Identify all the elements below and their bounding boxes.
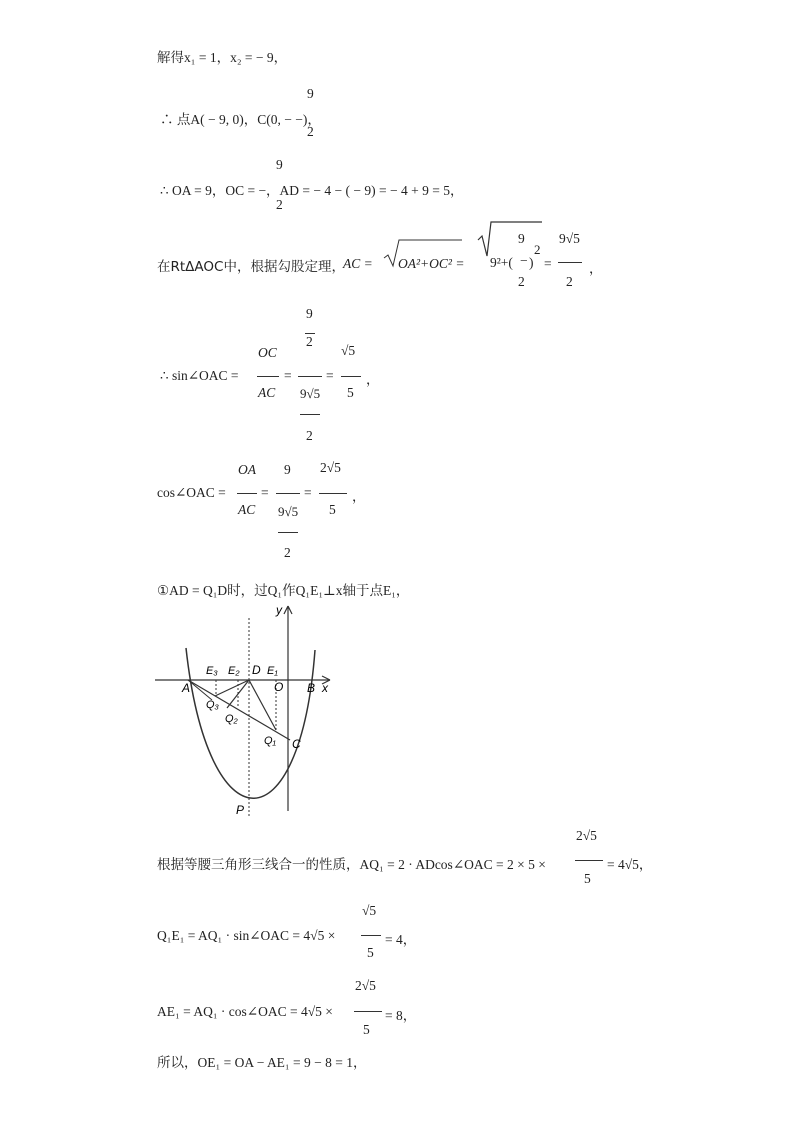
solution-line-1: 解得x₁ = 1，x₂ = − 9， [157,50,288,65]
cos-complex-top: 9 [284,462,291,477]
aq1-frac-denominator: 5 [584,871,591,886]
inner-nine-numerator: 9 [518,231,525,246]
label-p: P [236,803,245,817]
pythagoras-intro: 在RtΔAOC中，根据勾股定理， [157,259,345,275]
ae1-frac-denominator: 5 [363,1022,370,1037]
sin-left: ∴ sin∠OAC = [160,368,239,383]
cos-frac-bar-2 [276,493,300,494]
c-coordinate-denominator: 2 [307,124,314,139]
label-q2: Q₂ [225,713,238,725]
label-d: D [252,663,261,677]
inner-expression: 9²+( [490,255,513,270]
label-y: y [276,603,282,617]
cos-result-denominator: 5 [329,502,336,517]
ac-result-numerator: 9√5 [559,231,580,246]
points-a-c-line: ∴ 点A( − 9, 0)，C(0, − −)， [160,112,321,127]
cos-inner-bar-bottom [278,532,298,533]
ac-result-fraction-bar [558,262,582,263]
q1e1-line-end: = 4， [385,932,417,947]
q1e1-frac-denominator: 5 [367,945,374,960]
segment-dq3 [215,680,249,696]
oc-numerator: 9 [276,157,283,172]
radicand-oa-oc: OA²+OC² = [398,256,465,271]
sin-frac-bar-1 [257,376,279,377]
ae1-frac-numerator: 2√5 [355,978,376,993]
sin-frac-bar-2 [298,376,322,377]
sin-oc-numerator: OC [258,345,277,360]
sin-result-numerator: √5 [341,343,356,358]
sin-eq-2: = [326,368,334,383]
sin-end: ， [366,372,380,387]
cos-eq-1: = [261,485,269,500]
aq1-frac-numerator: 2√5 [576,828,597,843]
label-o: O [274,680,284,694]
q1e1-frac-bar [361,935,381,936]
sin-inner-bar-bottom [300,414,320,415]
label-b: B [307,681,316,695]
equals-sign: = [544,256,552,271]
inner-close-paren: ) [529,255,534,270]
oc-denominator: 2 [276,197,283,212]
cos-complex-mid: 9√5 [278,504,299,519]
label-a: A [182,681,191,695]
c-coordinate-numerator: 9 [307,86,314,101]
cos-eq-2: = [304,485,312,500]
q1e1-frac-numerator: √5 [362,903,377,918]
label-x: x [322,681,328,695]
label-q3: Q₃ [206,699,219,711]
sin-complex-top-num: 9 [306,306,313,321]
ae1-line-end: = 8， [385,1008,417,1023]
ac-label: AC = [343,256,373,271]
cos-oa-numerator: OA [238,462,256,477]
label-q1: Q₁ [264,735,277,747]
aq1-line-end: = 4√5， [607,857,653,872]
case-one-line: ①AD = Q₁D时，过Q₁作Q₁E₁⊥x轴于点E₁， [157,583,410,598]
inner-exponent: 2 [534,242,541,257]
aq1-frac-bar [575,860,603,861]
label-e3: E₃ [206,665,218,677]
label-e1: E₁ [267,665,278,677]
sin-ac-denominator: AC [258,385,276,400]
sin-inner-bar-top [305,333,315,334]
sin-complex-top-den: 2 [306,334,313,349]
label-c: C [292,737,301,751]
inner-denominator: 2 [518,274,525,289]
ae1-line: AE₁ = AQ₁ · cos∠OAC = 4√5 × [157,1004,333,1019]
sin-eq-1: = [284,368,292,383]
sin-complex-mid: 9√5 [300,386,321,401]
aq1-line: 根据等腰三角形三线合一的性质，AQ₁ = 2 · ADcos∠OAC = 2 × 5 × [157,857,546,872]
cos-complex-bottom: 2 [284,545,291,560]
ae1-frac-bar [354,1011,382,1012]
line-4-end: ， [589,261,603,276]
cos-left: cos∠OAC = [157,485,226,500]
lengths-line: ∴ OA = 9，OC = −，AD = − 4 − ( − 9) = − 4 + 9 = 5， [160,183,464,198]
cos-frac-bar-1 [237,493,257,494]
label-e2: E₂ [228,665,240,677]
parabola-figure [150,598,340,823]
q1e1-line: Q₁E₁ = AQ₁ · sin∠OAC = 4√5 × [157,928,336,943]
sin-frac-bar-3 [341,376,361,377]
sin-result-denominator: 5 [347,385,354,400]
cos-frac-bar-3 [319,493,347,494]
segment-dq1 [249,680,276,730]
inner-dash: − [520,253,528,268]
sin-complex-bottom: 2 [306,428,313,443]
cos-result-numerator: 2√5 [320,460,341,475]
ac-result-denominator: 2 [566,274,573,289]
cos-end: ， [352,489,366,504]
cos-ac-denominator: AC [238,502,256,517]
oe1-line: 所以，OE₁ = OA − AE₁ = 9 − 8 = 1， [157,1055,367,1070]
